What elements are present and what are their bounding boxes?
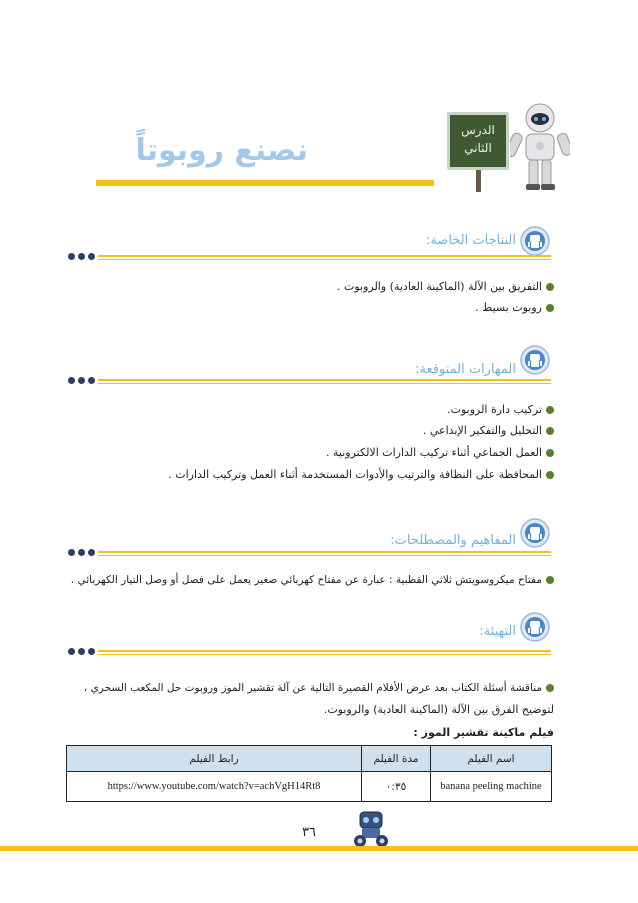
- bullet-icon: [546, 304, 554, 312]
- list-item: العمل الجماعي أثناء تركيب الدارات الالكترونية .: [326, 446, 554, 459]
- section-divider: [98, 650, 551, 652]
- board-line-2: الثاني: [464, 141, 492, 155]
- lesson-title: نصنع روبوتاً: [135, 133, 308, 168]
- list-item: التحليل والتفكير الإبداعي .: [423, 424, 554, 437]
- list-item: مفتاح ميكروسويتش ثلاثي القطبية : عبارة عن مفتاح كهربائي صغير يعمل على فصل أو وصل التيار الكهربائي .: [71, 574, 554, 586]
- paragraph-line: لتوضيح الفرق بين الآلة (الماكينة العادية) والروبوت.: [323, 703, 554, 716]
- robot-mascot-icon: [350, 808, 392, 848]
- footer-rule: [0, 846, 638, 851]
- bullet-icon: [546, 406, 554, 414]
- section-title-outcomes: النتاجات الخاصة:: [425, 233, 516, 248]
- table-row: [67, 772, 552, 802]
- board-post: [476, 170, 481, 192]
- section-dots: [68, 253, 95, 260]
- lesson-board: [447, 112, 509, 170]
- header-name: اسم الفيلم: [431, 746, 552, 772]
- list-item: تركيب دارة الروبوت.: [447, 403, 554, 416]
- robot-badge-icon: [520, 345, 550, 375]
- film-duration: ٠:٣٥: [362, 772, 431, 802]
- bullet-icon: [546, 283, 554, 291]
- header-link: رابط الفيلم: [67, 746, 362, 772]
- film-name: banana peeling machine: [431, 772, 552, 802]
- header-duration: مدة الفيلم: [362, 746, 431, 772]
- list-item: المحافظة على النظافة والترتيب والأدوات المستخدمة أثناء العمل وتركيب الدارات .: [168, 468, 554, 481]
- section-title-concepts: المفاهيم والمصطلحات:: [390, 533, 516, 548]
- list-item: روبوت بسيط .: [475, 301, 554, 314]
- section-divider: [98, 551, 551, 553]
- bullet-icon: [546, 471, 554, 479]
- table-header-row: [67, 746, 552, 772]
- section-dots: [68, 377, 95, 384]
- list-item: التفريق بين الآلة (الماكينة العادية) والروبوت .: [337, 280, 554, 293]
- robot-badge-icon: [520, 226, 550, 256]
- bullet-icon: [546, 449, 554, 457]
- bullet-icon: [546, 427, 554, 435]
- bullet-icon: [546, 684, 554, 692]
- board-line-1: الدرس: [461, 123, 495, 137]
- section-divider: [98, 255, 551, 257]
- film-heading: فيلم ماكينة تقشير الموز :: [413, 726, 554, 739]
- section-dots: [68, 549, 95, 556]
- section-divider-thin: [98, 259, 551, 260]
- film-link[interactable]: https://www.youtube.com/watch?v=achVgH14Rt8: [67, 772, 362, 802]
- robot-badge-icon: [520, 612, 550, 642]
- section-title-warmup: التهيئة:: [479, 624, 516, 639]
- robot-badge-icon: [520, 518, 550, 548]
- section-divider-thin: [98, 383, 551, 384]
- section-divider-thin: [98, 654, 551, 655]
- section-dots: [68, 648, 95, 655]
- films-table: [66, 745, 552, 802]
- robot-illustration: [510, 100, 570, 192]
- bullet-icon: [546, 576, 554, 584]
- title-underline: [96, 180, 434, 186]
- page-number: ٣٦: [302, 825, 316, 840]
- section-divider: [98, 379, 551, 381]
- list-item: مناقشة أسئلة الكتاب بعد عرض الأفلام القصيرة التالية عن آلة تقشير الموز وروبوت حل المكعب السحري ،: [84, 682, 554, 694]
- section-title-skills: المهارات المتوقعة:: [415, 362, 516, 377]
- section-divider-thin: [98, 555, 551, 556]
